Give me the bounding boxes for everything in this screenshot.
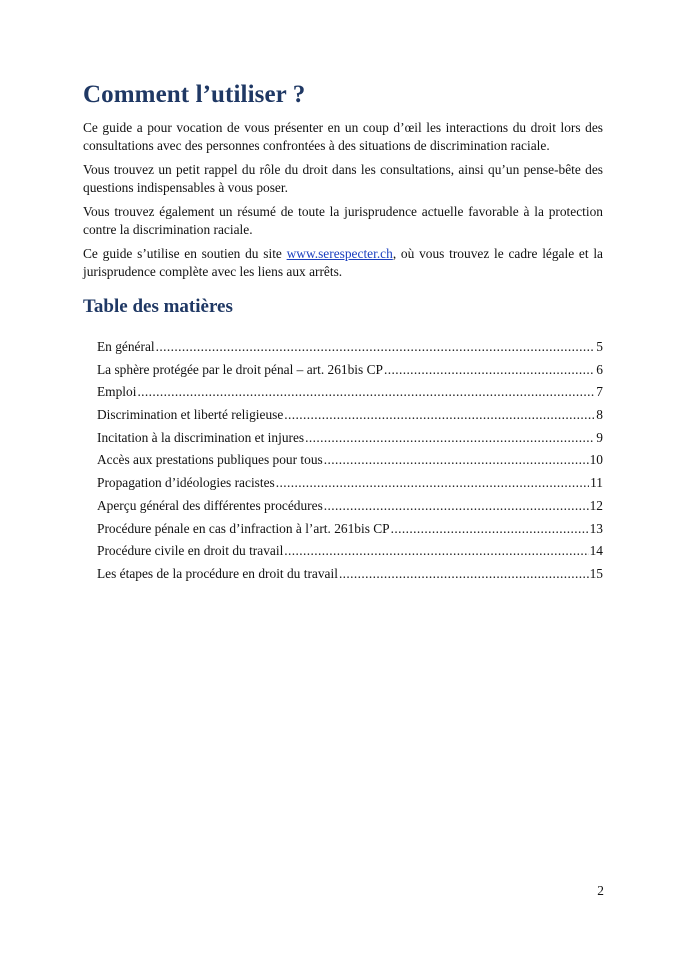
toc-entry-page: 8 [596, 407, 603, 423]
toc-entry-label: Incitation à la discrimination et injures [97, 429, 305, 445]
toc-entry-label: Accès aux prestations publiques pour tous [97, 452, 323, 468]
section-heading: Comment l’utiliser ? [83, 81, 306, 108]
toc-entry[interactable] [97, 384, 603, 407]
toc-entry[interactable] [97, 339, 603, 362]
toc-entry-page: 11 [590, 475, 603, 491]
toc-entry[interactable] [97, 407, 603, 430]
intro-paragraph-4 [83, 245, 603, 280]
toc-entry-label: Propagation d’idéologies racistes [97, 475, 275, 491]
table-of-contents [97, 339, 603, 589]
toc-leader-dots [156, 339, 594, 355]
toc-entry-page: 7 [596, 384, 603, 400]
intro-paragraph-1: Ce guide a pour vocation de vous présenter en un coup d’œil les interactions du droit lors des consultations avec des personnes confrontées à des situations de discrimination raciale. [83, 120, 603, 153]
toc-leader-dots [339, 566, 589, 582]
intro-paragraph-4-start: Ce guide s’utilise en soutien du site [83, 246, 287, 261]
intro-paragraph-3: Vous trouvez également un résumé de toute la jurisprudence actuelle favorable à la protection contre la discrimination raciale. [83, 204, 603, 237]
toc-entry-page: 15 [589, 565, 603, 581]
toc-entry-label: Procédure pénale en cas d’infraction à l’art. 261bis CP [97, 520, 390, 536]
toc-leader-dots [276, 475, 589, 491]
toc-entry-page: 14 [589, 543, 603, 559]
page-number: 2 [597, 883, 604, 898]
toc-entry-page: 9 [596, 429, 603, 445]
toc-entry[interactable] [97, 521, 603, 544]
toc-entry-label: Aperçu général des différentes procédures [97, 497, 323, 513]
toc-leader-dots [137, 384, 594, 400]
toc-leader-dots [324, 498, 589, 514]
toc-entry[interactable] [97, 498, 603, 521]
toc-entry-label: Les étapes de la procédure en droit du travail [97, 565, 338, 581]
toc-entry-page: 13 [589, 520, 603, 536]
toc-entry[interactable] [97, 566, 603, 589]
toc-entry[interactable] [97, 543, 603, 566]
toc-entry-label: La sphère protégée par le droit pénal – art. 261bis CP [97, 361, 383, 377]
toc-entry-page: 5 [596, 339, 603, 354]
intro-section [83, 119, 603, 287]
toc-entry-label: Procédure civile en droit du travail [97, 543, 284, 559]
toc-entry[interactable] [97, 452, 603, 475]
toc-title: Table des matières [83, 296, 233, 317]
toc-entry[interactable] [97, 430, 603, 453]
intro-paragraph-2: Vous trouvez un petit rappel du rôle du droit dans les consultations, ainsi qu’un pense-bête des questions indispensables à vous poser. [83, 162, 603, 195]
toc-leader-dots [391, 521, 589, 537]
toc-leader-dots [324, 452, 589, 468]
toc-entry[interactable] [97, 475, 603, 498]
toc-entry[interactable] [97, 362, 603, 385]
toc-leader-dots [305, 430, 594, 446]
toc-entry-page: 12 [589, 497, 603, 513]
toc-entry-label: En général [97, 339, 155, 354]
toc-entry-label: Discrimination et liberté religieuse [97, 407, 284, 423]
website-link[interactable]: www.serespecter.ch [286, 246, 393, 261]
toc-entry-page: 6 [596, 361, 603, 377]
toc-leader-dots [284, 543, 588, 559]
toc-entry-page: 10 [589, 452, 603, 468]
toc-entry-label: Emploi [97, 384, 137, 400]
intro-paragraph-4-end: , où vous trouvez le cadre légale et la jurisprudence complète avec les liens aux arrêts. [83, 246, 603, 279]
toc-leader-dots [384, 362, 594, 378]
toc-leader-dots [284, 407, 594, 423]
